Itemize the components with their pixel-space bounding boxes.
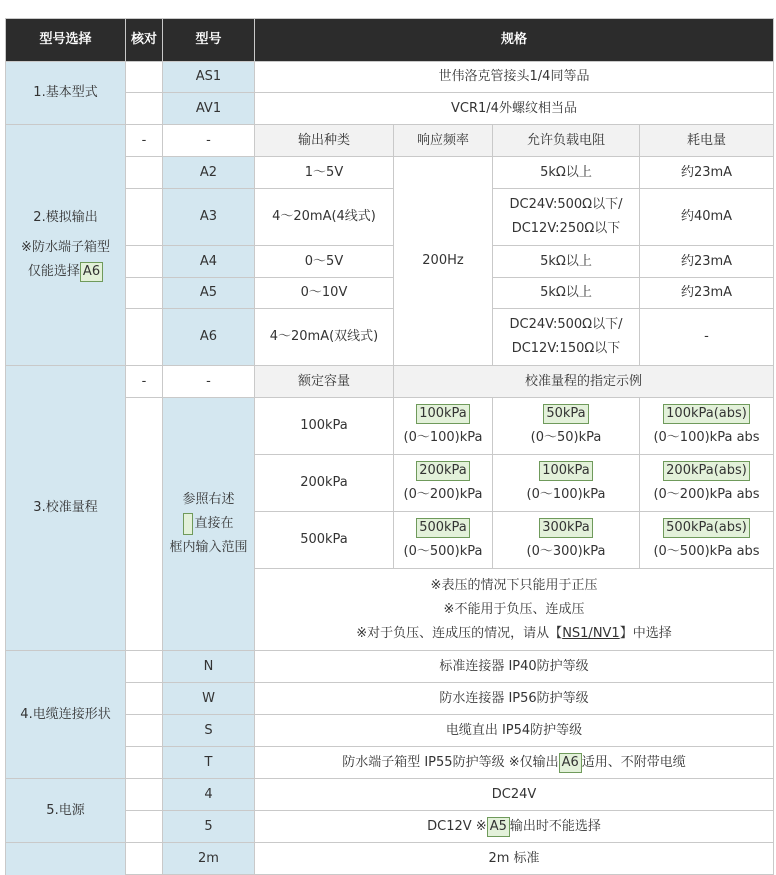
check-cell[interactable] <box>126 246 163 278</box>
power-consumption: 约23mA <box>640 246 774 278</box>
ns1-nv1-link[interactable]: NS1/NV1 <box>562 625 620 641</box>
section-label-calibration-range: 3.校准量程 <box>6 366 126 651</box>
check-cell[interactable] <box>126 398 163 651</box>
model-code: A6 <box>163 309 255 366</box>
range-example: 50kPa (0～50)kPa <box>493 398 640 455</box>
table-row <box>6 843 774 875</box>
spec-text: DC24V <box>255 779 774 811</box>
output-type: 0～5V <box>255 246 394 278</box>
subheader-load-resistance: 允许负载电阻 <box>493 125 640 157</box>
check-cell[interactable] <box>126 62 163 93</box>
range-example: 100kPa (0～100)kPa <box>493 455 640 512</box>
model-code: AV1 <box>163 93 255 125</box>
power-consumption: 约23mA <box>640 278 774 309</box>
header-spec: 规格 <box>255 19 774 62</box>
section-note-line1: ※防水端子箱型 <box>21 240 110 255</box>
spec-text: 防水连接器 IP56防护等级 <box>255 683 774 715</box>
check-cell[interactable] <box>126 843 163 875</box>
subheader-power: 耗电量 <box>640 125 774 157</box>
check-cell[interactable] <box>126 747 163 779</box>
model-code: A4 <box>163 246 255 278</box>
model-code: S <box>163 715 255 747</box>
spec-text: 防水端子箱型 IP55防护等级 ※仅输出 A6 适用、不附带电缆 <box>255 747 774 779</box>
section-title: 2.模拟输出 <box>33 210 98 225</box>
output-type: 4～20mA(双线式) <box>255 309 394 366</box>
power-consumption: 约40mA <box>640 189 774 246</box>
check-cell[interactable] <box>126 651 163 683</box>
header-check: 核对 <box>126 19 163 62</box>
range-example: 300kPa (0～300)kPa <box>493 512 640 569</box>
range-input-instruction: 参照右述 直接在 框内输入范围 <box>163 398 255 651</box>
rated-capacity: 200kPa <box>255 455 394 512</box>
check-cell[interactable] <box>126 189 163 246</box>
table-header-row <box>6 19 774 62</box>
calibration-notes: ※表压的情况下只能用于正压 ※不能用于负压、连成压 ※对于负压、连成压的情况，请从【NS1/NV1】中选择 <box>255 569 774 651</box>
spec-text: 标准连接器 IP40防护等级 <box>255 651 774 683</box>
output-type: 1～5V <box>255 157 394 189</box>
model-code: 4 <box>163 779 255 811</box>
output-type: 0～10V <box>255 278 394 309</box>
spec-text: DC12V ※ A5 输出时不能选择 <box>255 811 774 843</box>
header-model: 型号 <box>163 19 255 62</box>
load-resistance: DC24V:500Ω以下/ DC12V:250Ω以下 <box>493 189 640 246</box>
spec-text: VCR1/4外螺纹相当品 <box>255 93 774 125</box>
spec-text: 2m 标准 <box>255 843 774 875</box>
section-label-analog-output <box>6 125 126 366</box>
load-resistance: 5kΩ以上 <box>493 246 640 278</box>
rated-capacity: 500kPa <box>255 512 394 569</box>
section-note-line2: 仅能选择 A6 <box>8 260 123 284</box>
header-model-select: 型号选择 <box>6 19 126 62</box>
subheader-output-type: 输出种类 <box>255 125 394 157</box>
table-row <box>6 651 774 683</box>
load-resistance: 5kΩ以上 <box>493 278 640 309</box>
model-code: - <box>163 125 255 157</box>
power-consumption: 约23mA <box>640 157 774 189</box>
check-cell: - <box>126 366 163 398</box>
range-example: 500kPa (0～500)kPa <box>394 512 493 569</box>
check-cell[interactable] <box>126 779 163 811</box>
spec-text: 电缆直出 IP54防护等级 <box>255 715 774 747</box>
subheader-rated-capacity: 额定容量 <box>255 366 394 398</box>
check-cell[interactable] <box>126 683 163 715</box>
model-code: A3 <box>163 189 255 246</box>
section-label-cable-length <box>6 843 126 875</box>
option-chip: A6 <box>80 262 103 282</box>
check-cell[interactable] <box>126 157 163 189</box>
output-type: 4～20mA(4线式) <box>255 189 394 246</box>
power-consumption: - <box>640 309 774 366</box>
spec-table <box>5 18 774 875</box>
range-example: 200kPa (0～200)kPa <box>394 455 493 512</box>
model-code: A5 <box>163 278 255 309</box>
check-cell: - <box>126 125 163 157</box>
check-cell[interactable] <box>126 811 163 843</box>
option-chip: A6 <box>559 753 582 773</box>
section-label-cable-connection: 4.电缆连接形状 <box>6 651 126 779</box>
model-code: A2 <box>163 157 255 189</box>
check-cell[interactable] <box>126 309 163 366</box>
response-frequency: 200Hz <box>394 157 493 366</box>
model-code: 2m <box>163 843 255 875</box>
range-input-box[interactable] <box>183 513 193 535</box>
table-row <box>6 366 774 398</box>
section-label-power-supply: 5.电源 <box>6 779 126 843</box>
check-cell[interactable] <box>126 93 163 125</box>
range-example: 100kPa (0～100)kPa <box>394 398 493 455</box>
model-code: 5 <box>163 811 255 843</box>
table-row <box>6 779 774 811</box>
spec-text: 世伟洛克管接头1/4同等品 <box>255 62 774 93</box>
subheader-response-freq: 响应频率 <box>394 125 493 157</box>
check-cell[interactable] <box>126 278 163 309</box>
load-resistance: 5kΩ以上 <box>493 157 640 189</box>
range-example: 100kPa(abs) (0～100)kPa abs <box>640 398 774 455</box>
model-code: N <box>163 651 255 683</box>
range-example: 200kPa(abs) (0～200)kPa abs <box>640 455 774 512</box>
section-label-basic-type: 1.基本型式 <box>6 62 126 125</box>
range-example: 500kPa(abs) (0～500)kPa abs <box>640 512 774 569</box>
table-row <box>6 62 774 93</box>
option-chip: A5 <box>487 817 510 837</box>
model-code: AS1 <box>163 62 255 93</box>
subheader-range-example: 校准量程的指定示例 <box>394 366 774 398</box>
rated-capacity: 100kPa <box>255 398 394 455</box>
model-code: T <box>163 747 255 779</box>
model-code: - <box>163 366 255 398</box>
table-row <box>6 125 774 157</box>
check-cell[interactable] <box>126 715 163 747</box>
model-code: W <box>163 683 255 715</box>
load-resistance: DC24V:500Ω以下/ DC12V:150Ω以下 <box>493 309 640 366</box>
